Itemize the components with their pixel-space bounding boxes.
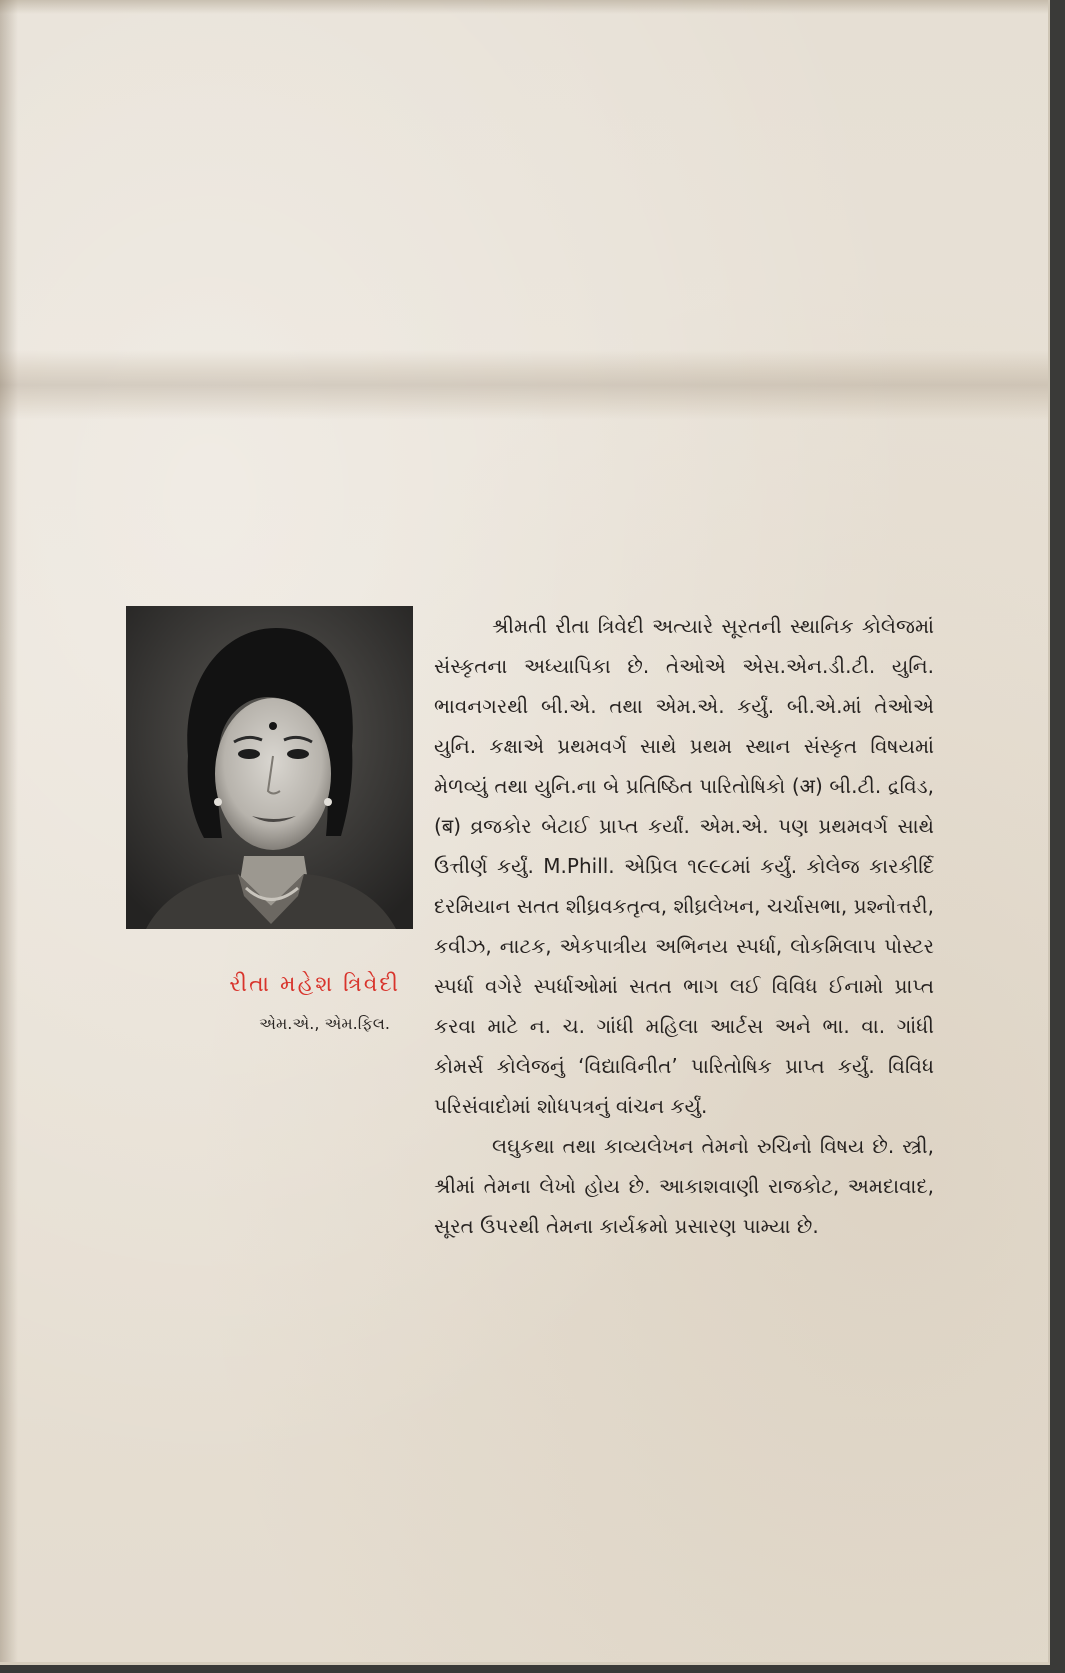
fold-crease: [0, 350, 1048, 420]
paper-edge-shadow: [0, 0, 1048, 14]
author-bio: [434, 606, 934, 1246]
author-photo: [126, 606, 413, 929]
bio-paragraph: શ્રીમતી રીતા ત્રિવેદી અત્યારે સૂરતની સ્થાનિક કોલેજમાં સંસ્કૃતના અધ્યાપિકા છે. તેઓએ એસ.એન.ડી.ટી. યુનિ. ભાવનગરથી બી.એ. તથા એમ.એ. કર્યું. બી.એ.માં તેઓએ યુનિ. કક્ષાએ પ્રથમવર્ગ સાથે પ્રથમ સ્થાન સંસ્કૃત વિષયમાં મેળવ્યું તથા યુનિ.ના બે પ્રતિષ્ઠિત પારિતોષિકો (अ) બી.ટી. દ્રવિડ, (ब) વ્રજકોર બેટાઈ પ્રાપ્ત કર્યાં. એમ.એ. પણ પ્રથમવર્ગ સાથે ઉત્તીર્ણ કર્યું. M.Phill. એપ્રિલ ૧૯૯૮માં કર્યું. કોલેજ કારકીર્દિ દરમિયાન સતત શીઘ્રવકતૃત્વ, શીઘ્રલેખન, ચર્ચાસભા, પ્રશ્નોત્તરી, કવીઝ, નાટક, એકપાત્રીય અભિનય સ્પર્ધા, લોકમિલાપ પોસ્ટર સ્પર્ધા વગેરે સ્પર્ધાઓમાં સતત ભાગ લઈ વિવિધ ઈનામો પ્રાપ્ત કરવા માટે ન. ચ. ગાંધી મહિલા આર્ટસ અને ભા. વા. ગાંધી કોમર્સ કોલેજનું ‘વિદ્યાવિનીત’ પારિતોષિક પ્રાપ્ત કર્યું. વિવિધ પરિસંવાદોમાં શોધપત્રનું વાંચન કર્યું.: [434, 614, 934, 1118]
author-name: રીતા મહેશ ત્રિવેદી: [229, 972, 400, 997]
author-degree: એમ.એ., એમ.ફિલ.: [259, 1014, 390, 1033]
author-portrait-image: [126, 606, 413, 929]
spine-shadow: [0, 0, 18, 1662]
bio-paragraph: લઘુકથા તથા કાવ્યલેખન તેમનો રુચિનો વિષય છે. સ્ત્રી, શ્રીમાં તેમના લેખો હોય છે. આકાશવાણી રાજકોટ, અમદાવાદ, સૂરત ઉપરથી તેમના કાર્યક્રમો પ્રસારણ પામ્યા છે.: [434, 1134, 934, 1238]
